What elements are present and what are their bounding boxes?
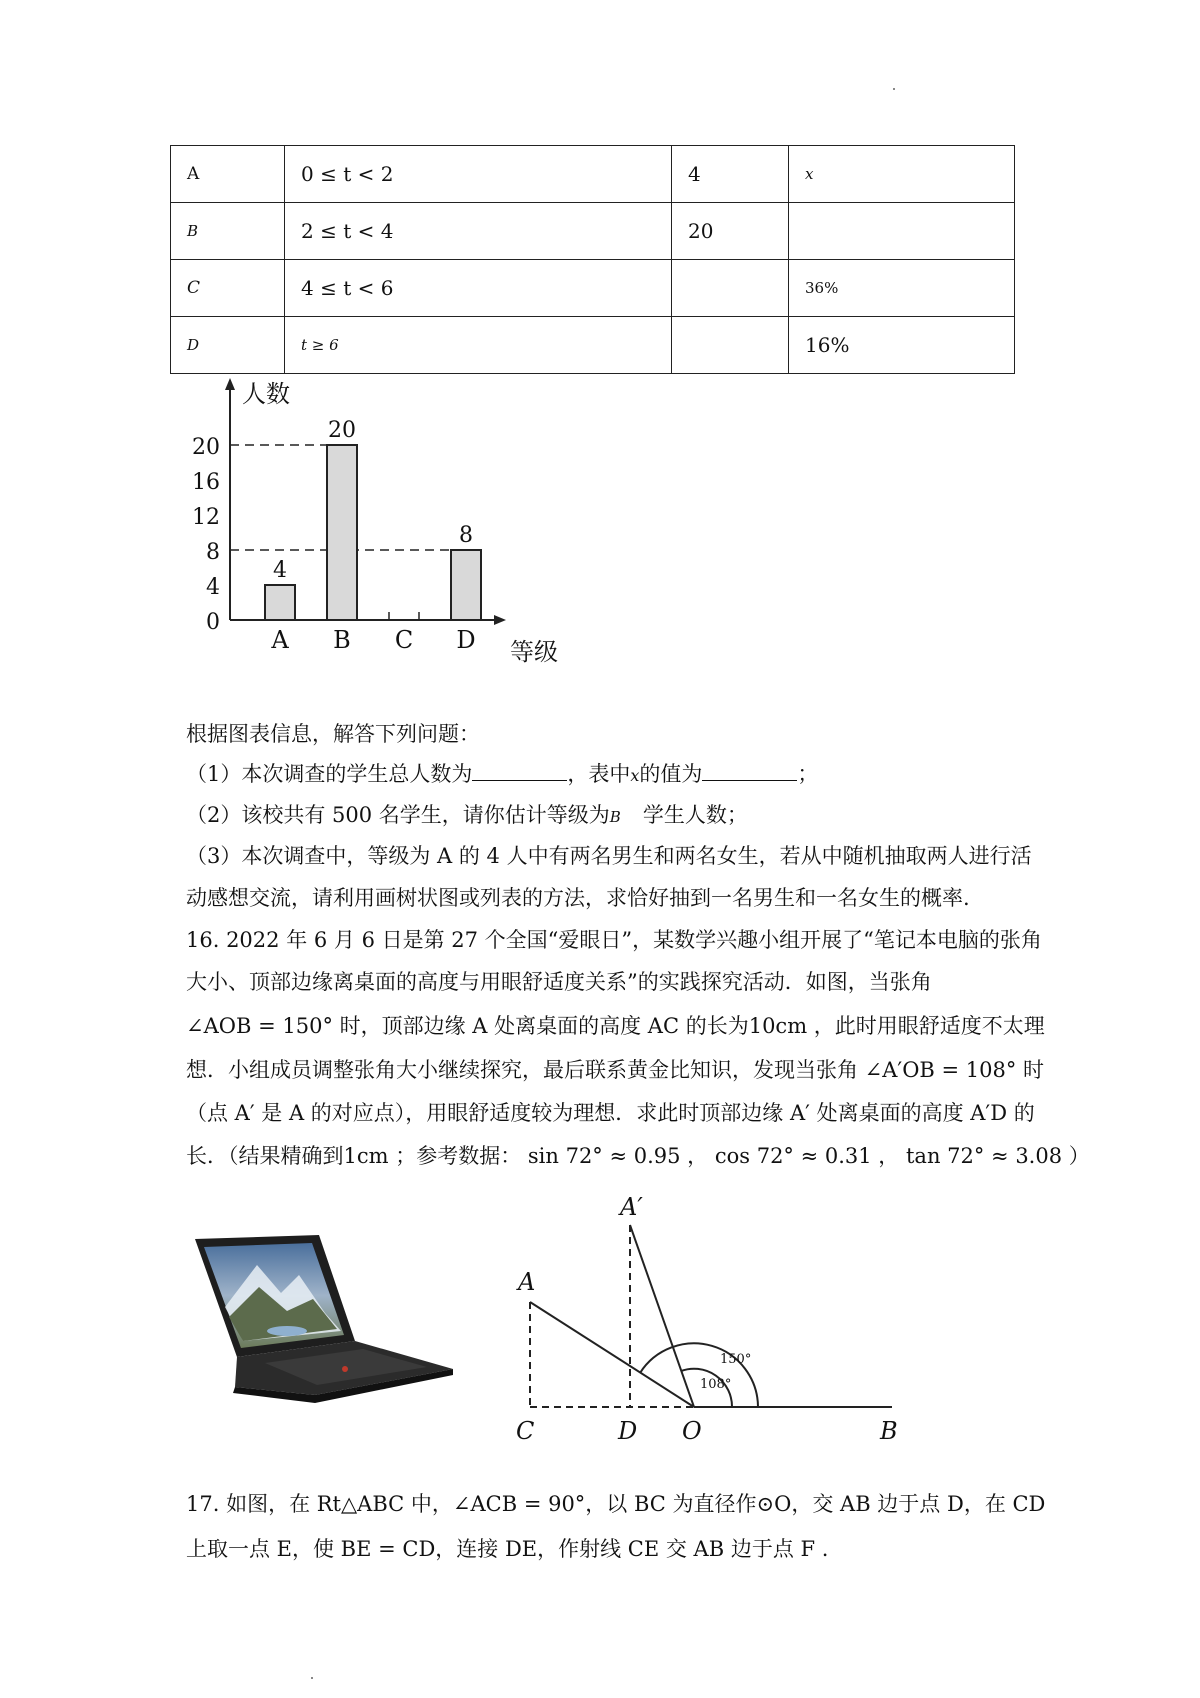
question-3-line-2: 动感想交流，请利用画树状图或列表的方法，求恰好抽到一名男生和一名女生的概率. [186,886,970,910]
bar-value-label: 4 [273,558,287,583]
range-cell: 4 ≤ t < 6 [285,260,672,317]
laptop-image [195,1235,485,1405]
question-2 [186,799,748,829]
y-tick-label: 20 [192,435,220,460]
count-cell: 20 [672,203,789,260]
y-tick-label: 4 [206,575,220,600]
percent-cell: x [789,146,1015,203]
q1-text: ，表中 [567,762,631,786]
q1-text: ； [797,762,819,786]
problem-16-line-2: 大小、顶部边缘离桌面的高度与用眼舒适度关系”的实践探究活动．如图，当张角 [186,970,932,994]
bar [265,585,295,620]
answer-blank[interactable] [472,758,567,781]
bar-chart [180,378,580,668]
speck [311,1677,313,1679]
table-row [171,260,1015,317]
grade-cell: B [171,203,285,260]
y-tick-label: 8 [206,540,220,565]
y-tick-label: 12 [192,505,220,530]
problem-16-line-6: 长．（结果精确到1cm ；参考数据： sin 72° ≈ 0.95 ， cos 72° ≈ 0.31 ， tan 72° ≈ 3.08 ） [186,1144,1090,1168]
percent-cell: 36% [789,260,1015,317]
percent-cell: 16% [789,317,1015,374]
category-label: C [394,626,414,654]
q1-text: （1）本次调查的学生总人数为 [186,762,473,786]
y-axis-label: 人数 [242,380,290,408]
bar [327,445,357,620]
angle-150-label: 150° [720,1352,752,1367]
category-label: A [271,626,289,654]
grade-cell: C [171,260,285,317]
table-row [171,317,1015,374]
problem-17-line-2: 上取一点 E，使 BE = CD，连接 DE，作射线 CE 交 AB 边于点 F . [186,1537,829,1561]
bar [451,550,481,620]
question-3-line-1: （3）本次调查中，等级为 A 的 4 人中有两名男生和两名女生，若从中随机抽取两人进行活 [186,844,1032,868]
angle-108-label: 108° [700,1377,732,1392]
y-tick-label: 0 [206,610,220,635]
category-label: B [333,626,351,654]
label-O: O [682,1417,702,1445]
range-cell: 0 ≤ t < 2 [285,146,672,203]
label-A: A [518,1268,536,1296]
segment-OA-prime [630,1225,694,1407]
grade-cell: D [171,317,285,374]
y-tick-label: 16 [192,470,220,495]
percent-cell [789,203,1015,260]
q2-text: 学生人数； [642,803,748,827]
count-cell [672,260,789,317]
speck [893,88,895,90]
table-row [171,146,1015,203]
problem-16-line-5: （点 A′ 是 A 的对应点），用眼舒适度较为理想．求此时顶部边缘 A′ 处离桌面的高度 A′D 的 [186,1101,1035,1125]
x-axis-arrow [494,615,506,625]
angle-figure [500,1185,940,1455]
label-D: D [618,1417,638,1445]
intro-text: 根据图表信息，解答下列问题： [186,722,480,746]
label-C: C [516,1417,535,1445]
range-cell: t ≥ 6 [285,317,672,374]
count-cell [672,317,789,374]
count-cell: 4 [672,146,789,203]
table-row [171,203,1015,260]
segment-OA [530,1302,694,1407]
bar-value-label: 8 [459,523,473,548]
problem-16-line-4: 想．小组成员调整张角大小继续探究，最后联系黄金比知识，发现当张角 ∠A′OB = 108° 时 [186,1058,1045,1082]
problem-16-line-3: ∠AOB = 150° 时，顶部边缘 A 处离桌面的高度 AC 的长为10cm ，此时用眼舒适度不太理 [186,1014,1045,1038]
q2-variable: B [609,808,621,826]
problem-16-line-1: 16. 2022 年 6 月 6 日是第 27 个全国“爱眼日”，某数学兴趣小组开展了“笔记本电脑的张角 [186,928,1042,952]
grade-table [170,145,1015,374]
label-B: B [880,1417,898,1445]
q1-text: 的值为 [639,762,703,786]
label-A-prime: A′ [620,1193,643,1221]
problem-17-line-1: 17. 如图，在 Rt△ABC 中，∠ACB = 90°，以 BC 为直径作⊙O，交 AB 边于点 D，在 CD [186,1492,1046,1516]
bar-value-label: 20 [328,418,356,443]
range-cell: 2 ≤ t < 4 [285,203,672,260]
answer-blank[interactable] [702,758,797,781]
y-axis-arrow [225,378,235,390]
category-label: D [456,626,476,654]
x-axis-label: 等级 [510,638,558,666]
grade-cell: A [171,146,285,203]
q2-text: （2）该校共有 500 名学生，请你估计等级为 [186,803,610,827]
q1-variable: x [630,766,640,785]
question-1 [186,758,818,788]
